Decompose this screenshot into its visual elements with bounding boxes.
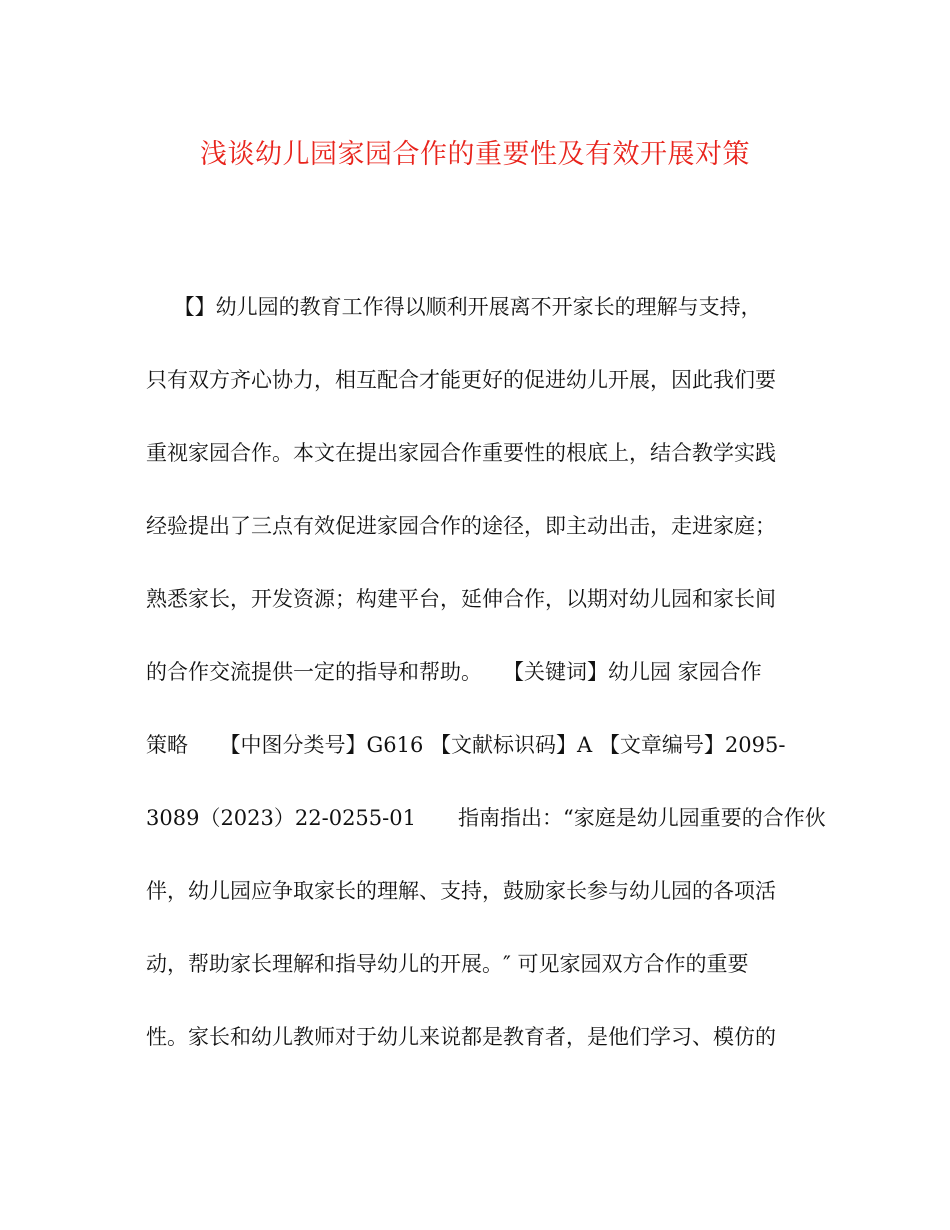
paragraph-line-10: 动，帮助家长理解和指导幼儿的开展。″ 可见家园双方合作的重要 [146, 952, 749, 976]
paragraph-line-3: 重视家园合作。本文在提出家园合作重要性的根底上，结合教学实践 [146, 441, 776, 465]
paragraph-line-1: 【】幼儿园的教育工作得以顺利开展离不开家长的理解与支持， [146, 295, 762, 319]
paragraph-line-9: 伴，幼儿园应争取家长的理解、支持，鼓励家长参与幼儿园的各项活 [146, 879, 776, 903]
paragraph-line-11: 性。家长和幼儿教师对于幼儿来说都是教育者，是他们学习、模仿的 [146, 1025, 776, 1049]
document-title: 浅谈幼儿园家园合作的重要性及有效开展对策 [200, 139, 750, 170]
paragraph-line-6: 的合作交流提供一定的指导和帮助。 【关键词】幼儿园 家园合作 [146, 660, 762, 684]
paragraph-line-5: 熟悉家长，开发资源；构建平台，延伸合作，以期对幼儿园和家长间 [146, 587, 776, 611]
paragraph-line-2: 只有双方齐心协力，相互配合才能更好的促进幼儿开展，因此我们要 [146, 368, 776, 392]
paragraph-line-7: 策略 【中图分类号】G616 【文献标识码】A 【文章编号】2095- [146, 733, 786, 757]
paragraph-line-8: 3089（2023）22-0255-01 指南指出：“家庭是幼儿园重要的合作伙 [146, 806, 826, 830]
paragraph-line-4: 经验提出了三点有效促进家园合作的途径，即主动出击，走进家庭； [146, 514, 776, 538]
